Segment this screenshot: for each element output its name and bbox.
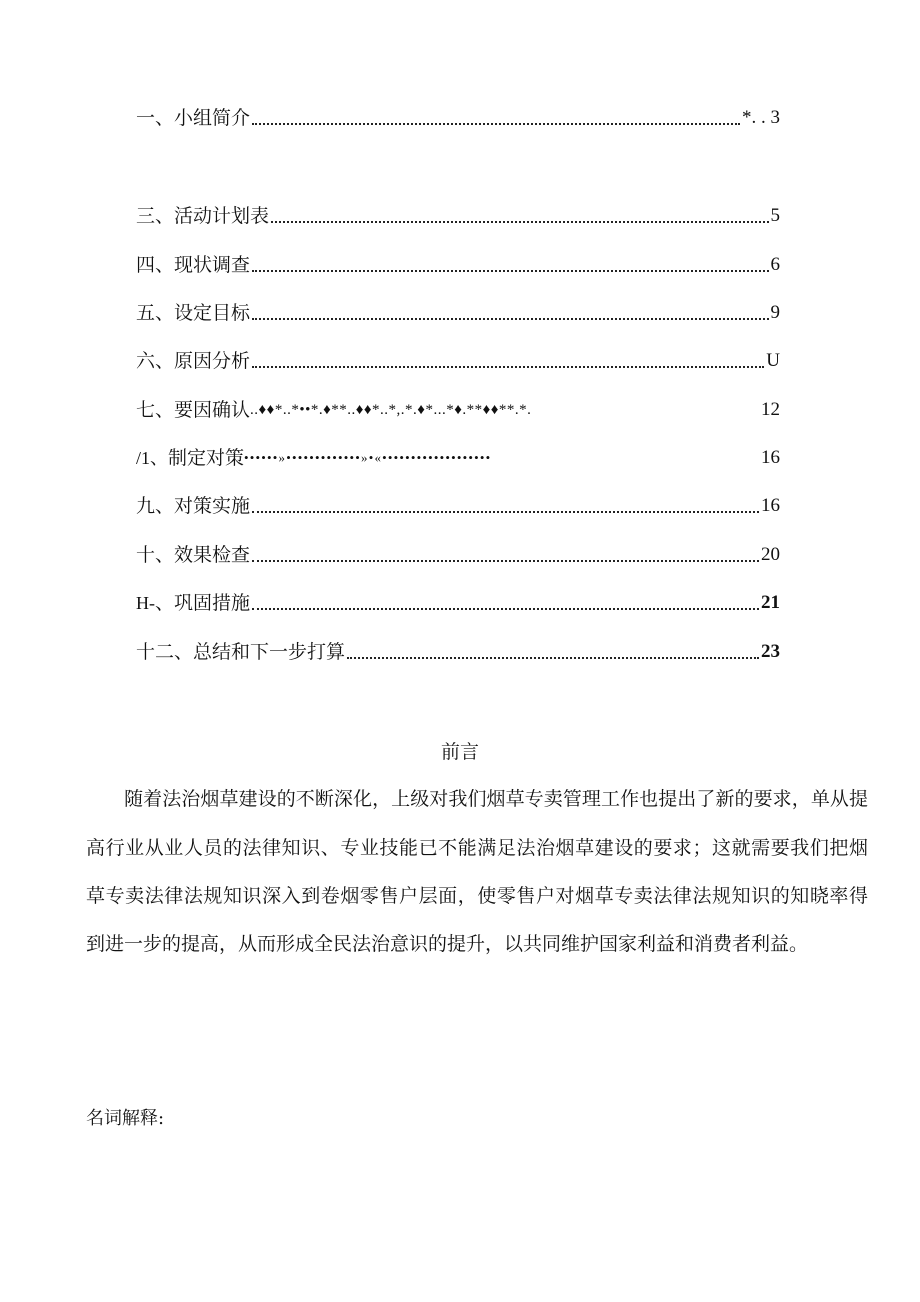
toc-prefix: H- xyxy=(136,593,155,613)
toc-entry-status-survey[interactable] xyxy=(136,250,780,278)
toc-leader xyxy=(252,365,764,368)
toc-entry-implementation[interactable] xyxy=(136,491,780,519)
toc-entry-key-cause-confirm[interactable] xyxy=(136,395,780,423)
toc-title: 三、活动计划表 xyxy=(136,205,270,227)
toc-page: 20 xyxy=(761,544,780,565)
glossary-label: 名词解释: xyxy=(86,1108,165,1129)
toc-page: 21 xyxy=(761,592,780,613)
toc-leader-garbled: ..♦♦*..*••*.♦**..♦♦*..*,.*.♦*...*♦.**♦♦**.*. xyxy=(250,402,532,418)
toc-page: 16 xyxy=(761,447,780,468)
toc-leader xyxy=(271,220,768,223)
toc-page: 9 xyxy=(770,302,780,323)
toc-title: 一、小组简介 xyxy=(136,107,251,129)
toc-entry-set-goals[interactable] xyxy=(136,298,780,326)
toc-title: 四、现状调查 xyxy=(136,254,251,276)
toc-prefix: /1、 xyxy=(136,448,169,468)
toc-title: 六、原因分析 xyxy=(136,350,251,372)
toc-title: 、巩固措施 xyxy=(155,592,251,614)
toc-page: U xyxy=(766,350,780,371)
toc-title: 五、设定目标 xyxy=(136,302,251,324)
toc-title: 十、效果检查 xyxy=(136,544,251,566)
toc-entry-effect-check[interactable] xyxy=(136,540,780,568)
toc-page: 6 xyxy=(770,254,780,275)
toc-entry-countermeasures[interactable] xyxy=(136,443,780,471)
toc-page: 23 xyxy=(761,641,780,662)
preface-title: 前言 xyxy=(440,741,479,763)
preface-line-3: 草专卖法律法规知识深入到卷烟零售户层面，使零售户对烟草专卖法律法规知识的知晓率得 xyxy=(86,885,868,907)
toc-title: 七、要因确认 xyxy=(136,399,251,421)
toc-entry-activity-plan[interactable] xyxy=(136,201,780,229)
toc-entry-cause-analysis[interactable] xyxy=(136,346,780,374)
toc-title: 九、对策实施 xyxy=(136,495,251,517)
toc-page: 16 xyxy=(761,495,780,516)
preface-line-4: 到进一步的提高，从而形成全民法治意识的提升，以共同维护国家利益和消费者利益。 xyxy=(86,933,809,955)
toc-page: 5 xyxy=(770,205,780,226)
toc-leader xyxy=(252,559,759,562)
toc-page: 12 xyxy=(761,399,780,420)
toc-leader xyxy=(252,122,740,125)
toc-title: 制定对策 xyxy=(168,447,245,469)
toc-page: *. . 3 xyxy=(742,107,780,128)
toc-entry-summary-next-steps[interactable] xyxy=(136,637,780,665)
toc-title: 十二、总结和下一步打算 xyxy=(136,641,346,663)
toc-entry-team-intro[interactable] xyxy=(136,103,780,131)
preface-line-1: 随着法治烟草建设的不断深化，上级对我们烟草专卖管理工作也提出了新的要求，单从提 xyxy=(124,788,868,810)
toc-leader xyxy=(252,317,768,320)
toc-leader xyxy=(252,607,759,610)
preface-paragraph-line xyxy=(86,787,868,811)
toc-leader xyxy=(347,656,759,659)
toc-leader xyxy=(252,269,768,272)
toc-leader xyxy=(252,510,759,513)
toc-entry-consolidation[interactable] xyxy=(136,588,780,616)
preface-line-2: 高行业从业人员的法律知识、专业技能已不能满足法治烟草建设的要求；这就需要我们把烟 xyxy=(86,837,868,859)
toc-leader-garbled: ••••••»•••••••••••••»•«••••••••••••••••••• xyxy=(244,450,492,465)
